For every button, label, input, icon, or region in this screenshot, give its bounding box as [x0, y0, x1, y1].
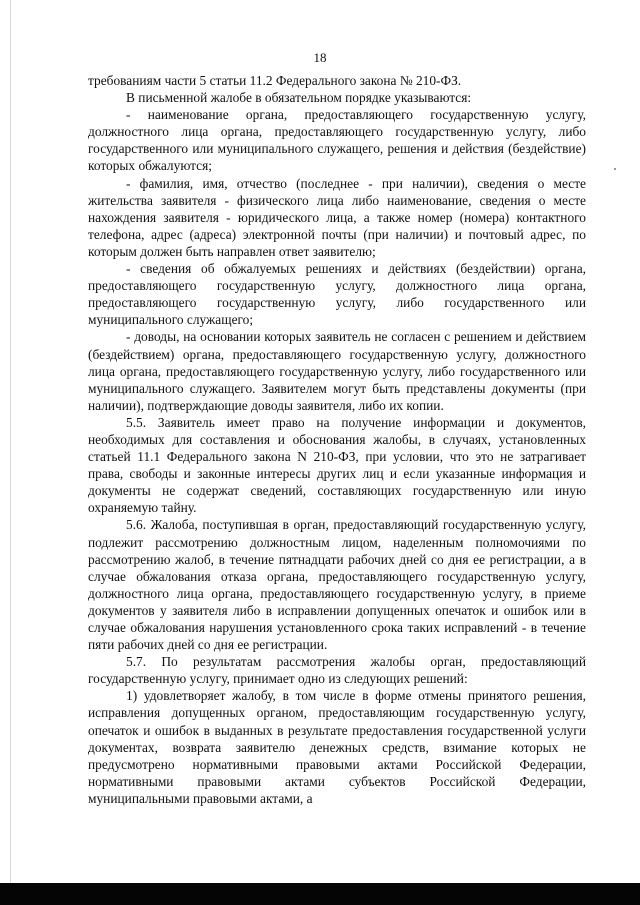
paragraph: - сведения об обжалуемых решениях и действиях (бездействии) органа, предоставляющего государственную услугу, должностного лица органа, предоставляющего государственную услугу, либо государственного или муниципального служащего;: [88, 261, 586, 328]
document-body: [88, 72, 586, 807]
paragraph: В письменной жалобе в обязательном порядке указываются:: [126, 90, 472, 106]
paragraph: 5.7. По результатам рассмотрения жалобы орган, предоставляющий государственную услугу, принимает одно из следующих решений:: [88, 654, 586, 687]
paragraph: 1) удовлетворяет жалобу, в том числе в форме отмены принятого решения, исправления допущенных органом, предоставляющим государственную услугу, опечаток и ошибок в выданных в результате предоставления государственной услуги документах, возврата заявителю денежных средств, взимание которых не предусмотрено нормативными правовыми актами Российской Федерации, нормативными правовыми актами субъектов Российской Федерации, муниципальными правовыми актами, а: [88, 688, 586, 806]
scan-border-bar: [0, 883, 640, 905]
paragraph: - фамилия, имя, отчество (последнее - при наличии), сведения о месте жительства заявителя - физического лица либо наименование, сведения о месте нахождения заявителя - юридического лица, а также номер (номера) контактного телефона, адрес (адреса) электронной почты (при наличии) и почтовый адрес, по которым должен быть направлен ответ заявителю;: [88, 175, 586, 259]
page-number: 18: [313, 50, 327, 65]
paragraph: - доводы, на основании которых заявитель не согласен с решением и действием (бездействием) органа, предоставляющего государственную услугу, должностного лица органа, предоставляющего государственную услугу, либо государственного или муниципального служащего. Заявителем могут быть представлены документы (при наличии), подтверждающие доводы заявителя, либо их копии.: [88, 329, 586, 413]
paragraph: 5.5. Заявитель имеет право на получение информации и документов, необходимых для составления и обоснования жалобы, в случаях, установленных статьей 11.1 Федерального закона N 210-ФЗ, при условии, что это не затрагивает права, свободы и законные интересы других лиц и если указанные информация и документы не содержат сведений, составляющих государственную или иную охраняемую тайну.: [88, 414, 586, 516]
paragraph: 5.6. Жалоба, поступившая в орган, предоставляющий государственную услугу, подлежит рассмотрению должностным лицом, наделенным полномочиями по рассмотрению жалоб, в течение пятнадцати рабочих дней со дня ее регистрации, а в случае обжалования отказа органа, предоставляющего государственную услугу, должностного лица органа, предоставляющего государственную услугу, в приеме документов у заявителя либо в исправлении допущенных опечаток и ошибок или в случае обжалования нарушения установленного срока таких исправлений - в течение пяти рабочих дней со дня ее регистрации.: [88, 517, 586, 653]
paragraph: - наименование органа, предоставляющего государственную услугу, должностного лица органа, предоставляющего государственную услугу, либо государственного или муниципального служащего, решения и действия (бездействие) которых обжалуются;: [88, 107, 586, 174]
scan-edge: [10, 0, 11, 883]
scan-speck: [614, 168, 616, 170]
paragraph: требованиям части 5 статьи 11.2 Федерального закона № 210-ФЗ.: [88, 73, 462, 88]
